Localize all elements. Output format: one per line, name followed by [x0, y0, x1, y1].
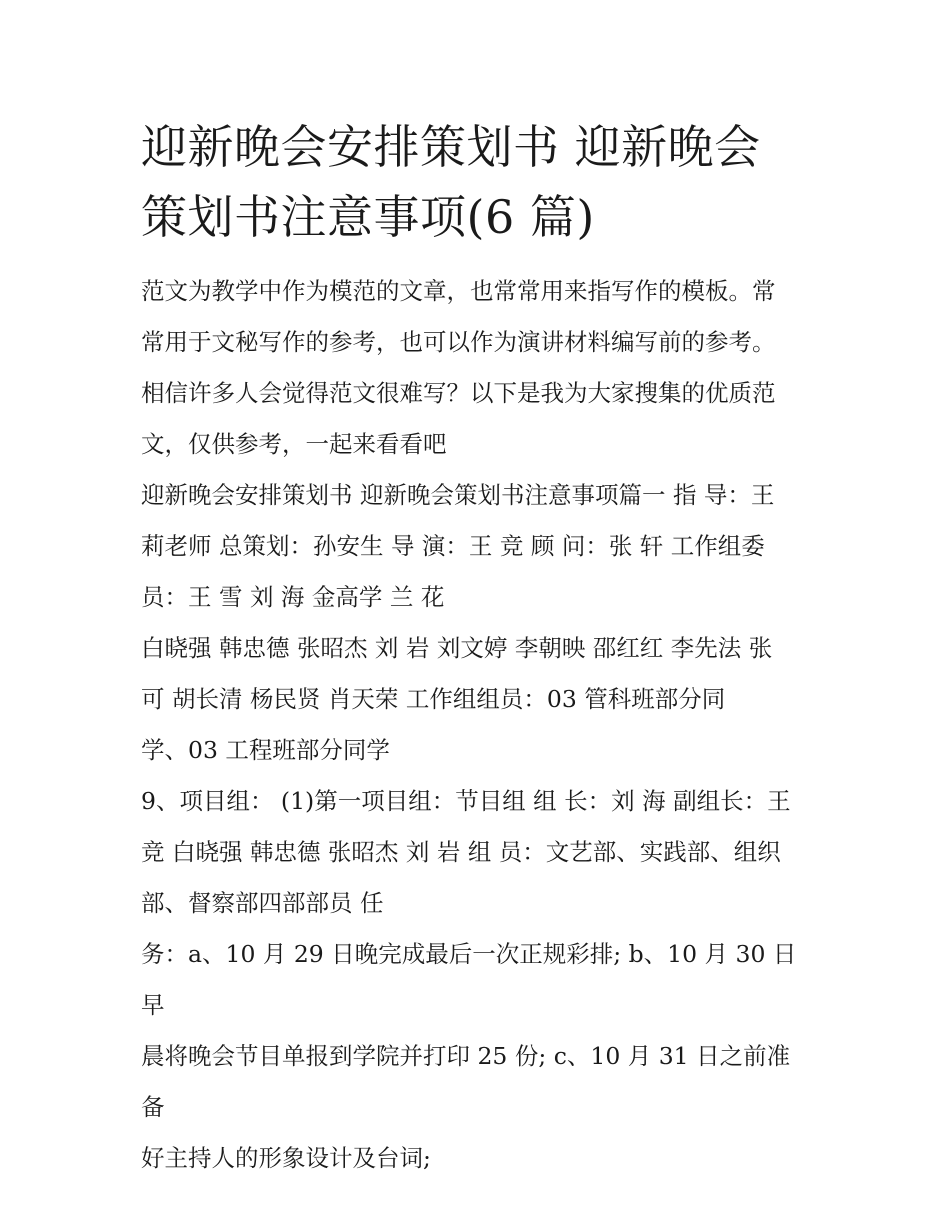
project-group-paragraph: 9、项目组： (1)第一项目组：节目组 组 长：刘 海 副组长：王 竞 白晓强 韩忠德 张昭杰 刘 岩 组 员：文艺部、实践部、组织 部、督察部四部部员 任	[141, 787, 791, 917]
document-page	[141, 112, 813, 1184]
members-paragraph: 白晓强 韩忠德 张昭杰 刘 岩 刘文婷 李朝映 邵红红 李先法 张 可 胡长清 杨民贤 肖天荣 工作组组员：03 管科班部分同 学、03 工程班部分同学	[141, 634, 773, 764]
document-title: 迎新晚会安排策划书 迎新晚会 策划书注意事项(6 篇)	[141, 120, 761, 244]
staff-paragraph: 迎新晚会安排策划书 迎新晚会策划书注意事项篇一 指 导：王 莉老师 总策划：孙安生 导 演：王 竞 顾 问：张 轩 工作组委 员：王 雪 刘 海 金高学 兰 花	[141, 481, 775, 611]
intro-paragraph: 范文为教学中作为模范的文章，也常常用来指写作的模板。常 常用于文秘写作的参考，也可以作为演讲材料编写前的参考。 相信许多人会觉得范文很难写？以下是我为大家搜集的优质范 文，仅供参考，一起来看看吧	[141, 277, 776, 458]
tasks-paragraph: 务：a、10 月 29 日晚完成最后一次正规彩排; b、10 月 30 日早 晨将晚会节目单报到学院并打印 25 份; c、10 月 31 日之前准备 好主持人的形象设计及台词;	[141, 940, 797, 1172]
